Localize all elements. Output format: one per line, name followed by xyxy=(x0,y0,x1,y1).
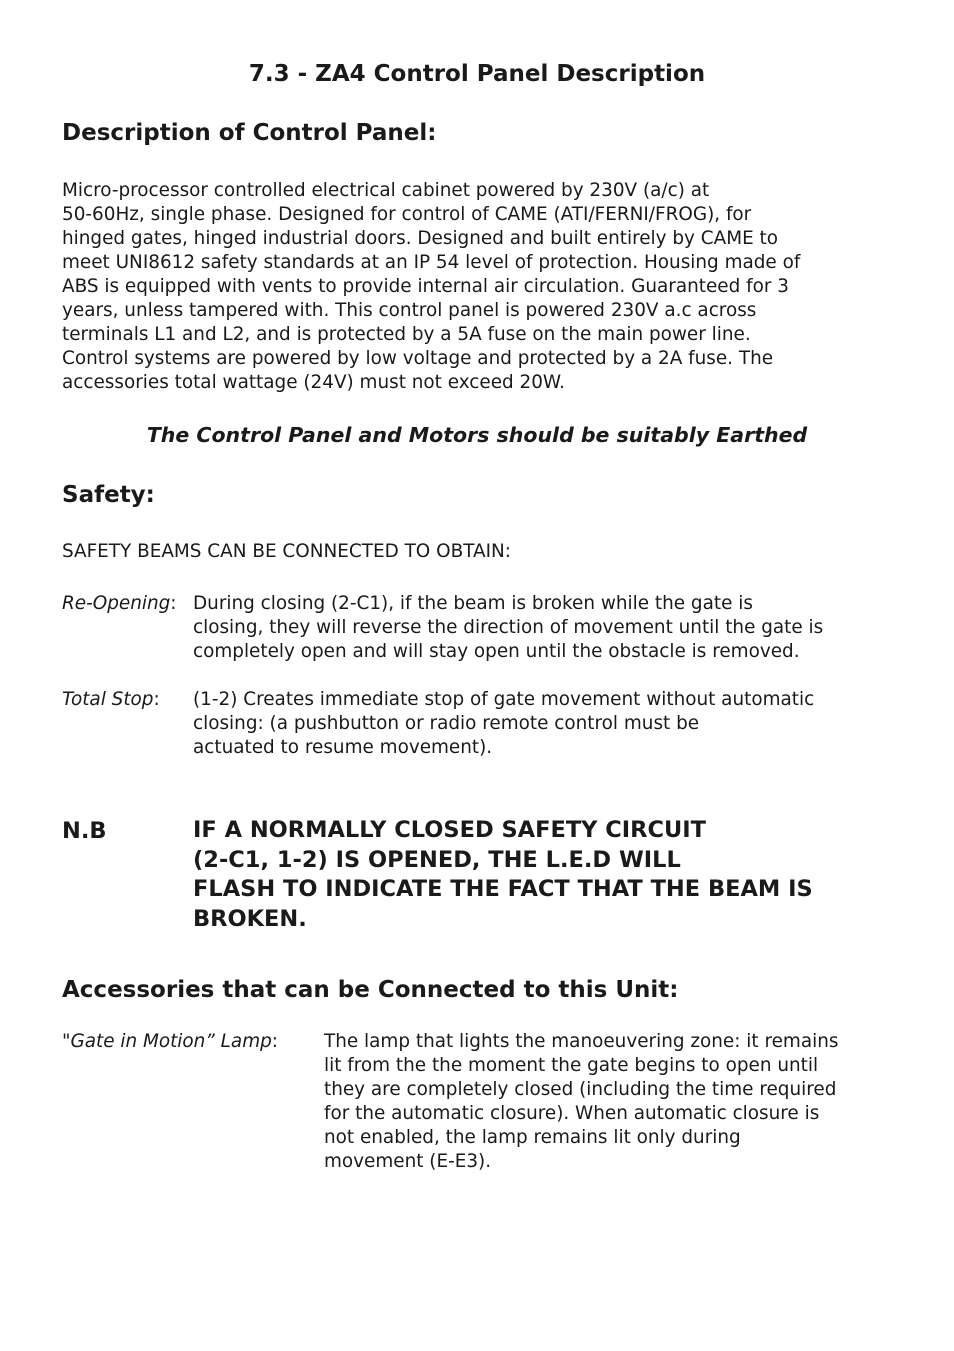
nb-label: N.B xyxy=(62,818,107,844)
reopening-term: Re-Opening: xyxy=(62,593,177,614)
gate-lamp-definition: The lamp that lights the manoeuvering zone: it remains lit from the the moment the gate begins to open until they are completely closed (including the time required for the automatic closure). When automatic closure is not enabled, the lamp remains lit only during movement (E-E3). xyxy=(324,1031,839,1172)
earth-notice: The Control Panel and Motors should be suitably Earthed xyxy=(146,423,808,447)
safety-heading: Safety: xyxy=(62,482,155,508)
description-heading: Description of Control Panel: xyxy=(62,120,437,146)
nb-text: IF A NORMALLY CLOSED SAFETY CIRCUIT (2-C1, 1-2) IS OPENED, THE L.E.D WILL FLASH TO INDICATE THE FACT THAT THE BEAM IS BROKEN. xyxy=(193,817,813,932)
reopening-definition: During closing (2-C1), if the beam is broken while the gate is closing, they will reverse the direction of movement until the gate is completely open and will stay open until the obstacle is removed. xyxy=(193,593,824,662)
accessories-heading: Accessories that can be Connected to this Unit: xyxy=(62,977,679,1003)
total-stop-definition: (1-2) Creates immediate stop of gate movement without automatic closing: (a pushbutton or radio remote control must be actuated to resume movement). xyxy=(193,689,815,758)
gate-lamp-term: "Gate in Motion” Lamp: xyxy=(62,1031,278,1052)
safety-intro: SAFETY BEAMS CAN BE CONNECTED TO OBTAIN: xyxy=(62,541,511,562)
description-paragraph: Micro-processor controlled electrical cabinet powered by 230V (a/c) at 50-60Hz, single phase. Designed for control of CAME (ATI/FERNI/FROG), for hinged gates, hinged industrial doors. Designed and built entirely by CAME to meet UNI8612 safety standards at an IP 54 level of protection. Housing made of ABS is equipped with vents to provide internal air circulation. Guaranteed for 3 years, unless tampered with. This control panel is powered 230V a.c across terminals L1 and L2, and is protected by a 5A fuse on the main power line. Control systems are powered by low voltage and protected by a 2A fuse. The accessories total wattage (24V) must not exceed 20W. xyxy=(62,180,801,393)
total-stop-term: Total Stop: xyxy=(62,689,160,710)
page-title: 7.3 - ZA4 Control Panel Description xyxy=(248,61,706,87)
